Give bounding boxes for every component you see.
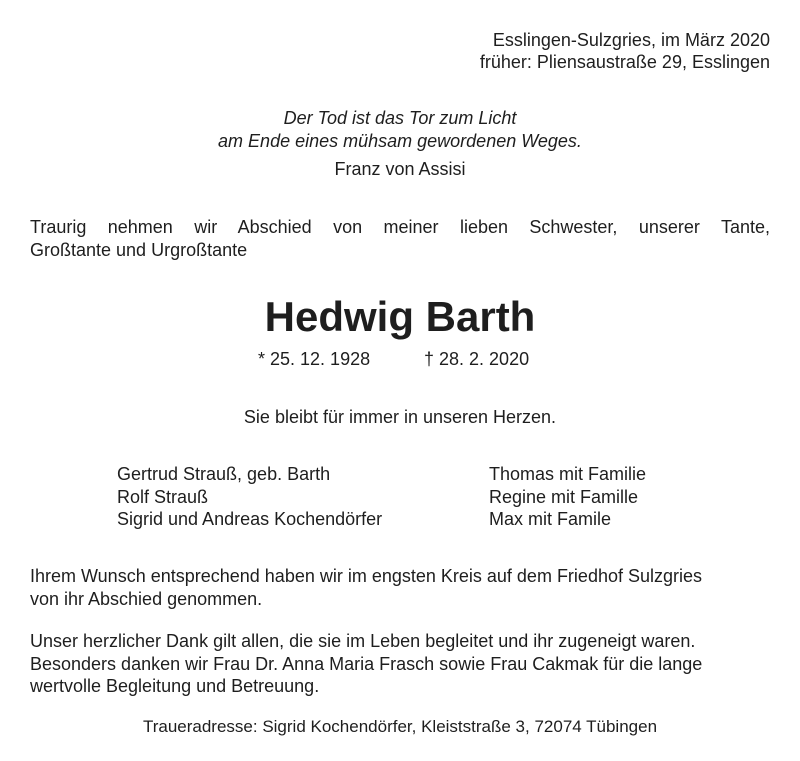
mourners-left-column [117,463,382,531]
mourner-name: Max mit Famile [489,509,612,529]
thanks-paragraph [30,630,775,698]
mourner-name: Regine mit Famille [489,486,639,507]
mourner-name: Rolf Strauß [117,486,209,507]
mourner-name: Sigrid und Andreas Kochendörfer [117,509,383,529]
quote-line-2: am Ende eines mühsam gewordenen Weges. [218,131,582,151]
thanks-line: wertvolle Begleitung und Betreuung. [30,676,320,696]
mourners-right-column [489,463,646,531]
quote-line-1: Der Tod ist das Tor zum Licht [283,108,517,128]
thanks-line: Besonders danken wir Frau Dr. Anna Maria Frasch sowie Frau Cakmak für die lange [30,653,703,674]
thanks-line: Unser herzlicher Dank gilt allen, die sie im Leben begleitet und ihr zugeneigt waren. [30,631,696,651]
funeral-note-line: von ihr Abschied genommen. [30,588,263,609]
quote-author: Franz von Assisi [334,159,466,179]
deceased-name: Hedwig Barth [264,293,536,340]
mourner-name: Thomas mit Familie [489,464,647,484]
remembrance-line: Sie bleibt für immer in unseren Herzen. [243,407,557,427]
death-date: † 28. 2. 2020 [424,349,530,369]
intro-text [30,216,770,262]
mourning-address: Traueradresse: Sigrid Kochendörfer, Kleiststraße 3, 72074 Tübingen [142,717,658,736]
birth-date: * 25. 12. 1928 [258,349,371,369]
former-address: früher: Pliensaustraße 29, Esslingen [479,52,770,72]
funeral-note [30,565,775,610]
funeral-note-line: Ihrem Wunsch entsprechend haben wir im engsten Kreis auf dem Friedhof Sulzgries [30,566,703,586]
intro-line-2: Großtante und Urgroßtante [30,240,248,260]
intro-line-1: Traurig nehmen wir Abschied von meiner lieben Schwester, unserer Tante, [30,217,770,237]
mourner-name: Gertrud Strauß, geb. Barth [117,464,331,484]
place-date: Esslingen-Sulzgries, im März 2020 [492,30,770,50]
